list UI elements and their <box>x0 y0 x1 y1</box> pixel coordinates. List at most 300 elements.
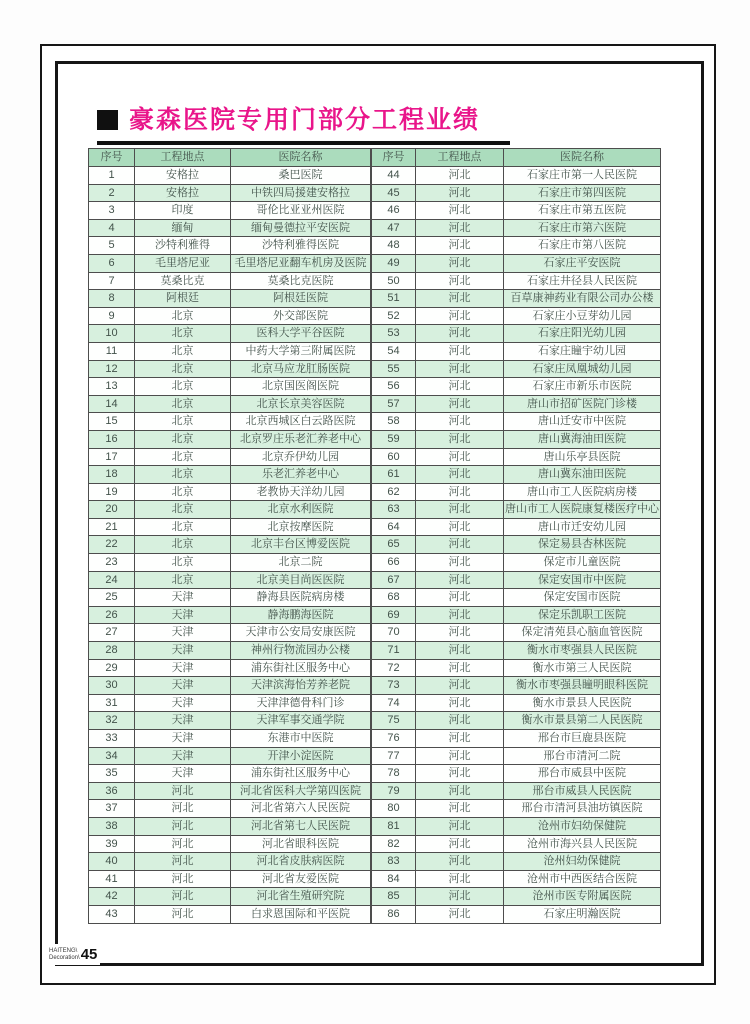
hospital-name-cell: 石家庄市第八医院 <box>504 237 661 255</box>
location-cell: 河北 <box>416 677 504 695</box>
serial-cell: 4 <box>89 219 135 237</box>
hospital-name-cell: 老教协天洋幼儿园 <box>231 483 371 501</box>
location-cell: 北京 <box>135 571 231 589</box>
header-hospital-name: 医院名称 <box>231 149 371 167</box>
table-row <box>372 659 661 677</box>
location-cell: 北京 <box>135 342 231 360</box>
serial-cell: 29 <box>89 659 135 677</box>
location-cell: 河北 <box>416 307 504 325</box>
hospital-name-cell: 百草康神药业有限公司办公楼 <box>504 290 661 308</box>
hospital-name-cell: 北京马应龙肛肠医院 <box>231 360 371 378</box>
serial-cell: 28 <box>89 642 135 660</box>
hospital-name-cell: 邢台市威县中医院 <box>504 765 661 783</box>
location-cell: 河北 <box>416 888 504 906</box>
hospital-name-cell: 河北省皮肤病医院 <box>231 853 371 871</box>
serial-cell: 8 <box>89 290 135 308</box>
hospital-name-cell: 唐山市工人医院病房楼 <box>504 483 661 501</box>
page-title-block <box>97 100 510 145</box>
serial-cell: 26 <box>89 606 135 624</box>
location-cell: 河北 <box>416 747 504 765</box>
table-row <box>89 501 371 519</box>
serial-cell: 1 <box>89 167 135 185</box>
location-cell: 河北 <box>416 730 504 748</box>
location-cell: 河北 <box>416 272 504 290</box>
serial-cell: 77 <box>372 747 416 765</box>
table-row <box>89 307 371 325</box>
location-cell: 北京 <box>135 378 231 396</box>
location-cell: 毛里塔尼亚 <box>135 254 231 272</box>
hospital-name-cell: 唐山乐亭县医院 <box>504 448 661 466</box>
location-cell: 河北 <box>416 853 504 871</box>
table-row <box>89 589 371 607</box>
serial-cell: 14 <box>89 395 135 413</box>
serial-cell: 54 <box>372 342 416 360</box>
serial-cell: 30 <box>89 677 135 695</box>
location-cell: 沙特利雅得 <box>135 237 231 255</box>
location-cell: 天津 <box>135 606 231 624</box>
serial-cell: 2 <box>89 184 135 202</box>
serial-cell: 42 <box>89 888 135 906</box>
hospital-name-cell: 桑巴医院 <box>231 167 371 185</box>
location-cell: 北京 <box>135 466 231 484</box>
serial-cell: 43 <box>89 905 135 923</box>
location-cell: 河北 <box>135 782 231 800</box>
location-cell: 北京 <box>135 554 231 572</box>
table-row <box>89 571 371 589</box>
location-cell: 河北 <box>135 905 231 923</box>
table-row <box>372 167 661 185</box>
location-cell: 天津 <box>135 677 231 695</box>
location-cell: 河北 <box>416 606 504 624</box>
location-cell: 北京 <box>135 395 231 413</box>
serial-cell: 76 <box>372 730 416 748</box>
hospital-name-cell: 北京水利医院 <box>231 501 371 519</box>
table-row <box>372 184 661 202</box>
serial-cell: 3 <box>89 202 135 220</box>
table-row <box>372 378 661 396</box>
serial-cell: 41 <box>89 870 135 888</box>
table-header-row <box>372 149 661 167</box>
serial-cell: 59 <box>372 430 416 448</box>
hospital-name-cell: 保定易县杏林医院 <box>504 536 661 554</box>
hospital-name-cell: 北京乔伊幼儿园 <box>231 448 371 466</box>
serial-cell: 22 <box>89 536 135 554</box>
table-row <box>89 888 371 906</box>
table-row <box>89 677 371 695</box>
table-row <box>372 835 661 853</box>
serial-cell: 55 <box>372 360 416 378</box>
hospital-name-cell: 衡水市第三人民医院 <box>504 659 661 677</box>
table-header-row <box>89 149 371 167</box>
hospital-name-cell: 河北省生殖研究院 <box>231 888 371 906</box>
table-row <box>89 430 371 448</box>
serial-cell: 39 <box>89 835 135 853</box>
serial-cell: 52 <box>372 307 416 325</box>
location-cell: 河北 <box>416 290 504 308</box>
location-cell: 河北 <box>416 642 504 660</box>
serial-cell: 84 <box>372 870 416 888</box>
location-cell: 天津 <box>135 694 231 712</box>
serial-cell: 82 <box>372 835 416 853</box>
serial-cell: 64 <box>372 518 416 536</box>
location-cell: 河北 <box>416 167 504 185</box>
table-row <box>372 571 661 589</box>
brand-logo-line2: Decoration\ <box>49 954 80 961</box>
hospital-name-cell: 河北省医科大学第四医院 <box>231 782 371 800</box>
table-row <box>89 254 371 272</box>
serial-cell: 13 <box>89 378 135 396</box>
brand-logo <box>49 948 80 962</box>
serial-cell: 33 <box>89 730 135 748</box>
serial-cell: 53 <box>372 325 416 343</box>
location-cell: 河北 <box>416 694 504 712</box>
table-row <box>372 536 661 554</box>
hospital-name-cell: 中铁四局援建安格拉 <box>231 184 371 202</box>
location-cell: 北京 <box>135 518 231 536</box>
serial-cell: 35 <box>89 765 135 783</box>
table-row <box>372 290 661 308</box>
serial-cell: 50 <box>372 272 416 290</box>
serial-cell: 73 <box>372 677 416 695</box>
serial-cell: 18 <box>89 466 135 484</box>
hospital-name-cell: 唐山市迁安幼儿园 <box>504 518 661 536</box>
location-cell: 河北 <box>416 536 504 554</box>
table-row <box>89 167 371 185</box>
table-row <box>89 853 371 871</box>
header-location: 工程地点 <box>135 149 231 167</box>
hospital-name-cell: 北京国医阁医院 <box>231 378 371 396</box>
page-number: 45 <box>80 946 98 963</box>
serial-cell: 56 <box>372 378 416 396</box>
table-row <box>372 202 661 220</box>
location-cell: 天津 <box>135 765 231 783</box>
location-cell: 天津 <box>135 712 231 730</box>
table-row <box>89 219 371 237</box>
hospital-name-cell: 石家庄凤凰城幼儿园 <box>504 360 661 378</box>
hospital-name-cell: 北京二院 <box>231 554 371 572</box>
serial-cell: 83 <box>372 853 416 871</box>
table-row <box>372 677 661 695</box>
location-cell: 河北 <box>416 765 504 783</box>
location-cell: 天津 <box>135 730 231 748</box>
hospital-name-cell: 保定清苑县心脑血管医院 <box>504 624 661 642</box>
hospital-name-cell: 北京西城区白云路医院 <box>231 413 371 431</box>
table-row <box>89 835 371 853</box>
serial-cell: 44 <box>372 167 416 185</box>
location-cell: 北京 <box>135 483 231 501</box>
serial-cell: 12 <box>89 360 135 378</box>
location-cell: 印度 <box>135 202 231 220</box>
hospital-name-cell: 天津滨海怡芳养老院 <box>231 677 371 695</box>
hospital-name-cell: 石家庄市第五医院 <box>504 202 661 220</box>
table-row <box>89 730 371 748</box>
serial-cell: 6 <box>89 254 135 272</box>
header-serial: 序号 <box>89 149 135 167</box>
serial-cell: 11 <box>89 342 135 360</box>
table-row <box>372 430 661 448</box>
serial-cell: 79 <box>372 782 416 800</box>
hospital-name-cell: 医科大学平谷医院 <box>231 325 371 343</box>
hospital-name-cell: 外交部医院 <box>231 307 371 325</box>
table-row <box>89 237 371 255</box>
location-cell: 缅甸 <box>135 219 231 237</box>
table-row <box>372 307 661 325</box>
hospital-name-cell: 北京美目尚医医院 <box>231 571 371 589</box>
header-serial: 序号 <box>372 149 416 167</box>
serial-cell: 47 <box>372 219 416 237</box>
hospital-name-cell: 神州行物流园办公楼 <box>231 642 371 660</box>
hospital-name-cell: 保定市儿童医院 <box>504 554 661 572</box>
hospital-name-cell: 唐山冀海油田医院 <box>504 430 661 448</box>
location-cell: 河北 <box>416 501 504 519</box>
serial-cell: 32 <box>89 712 135 730</box>
hospital-name-cell: 天津军事交通学院 <box>231 712 371 730</box>
table-row <box>89 712 371 730</box>
serial-cell: 74 <box>372 694 416 712</box>
location-cell: 河北 <box>416 817 504 835</box>
table-row <box>89 536 371 554</box>
location-cell: 河北 <box>416 835 504 853</box>
hospital-name-cell: 静海鹏海医院 <box>231 606 371 624</box>
serial-cell: 25 <box>89 589 135 607</box>
table-row <box>89 817 371 835</box>
location-cell: 河北 <box>416 554 504 572</box>
serial-cell: 68 <box>372 589 416 607</box>
serial-cell: 45 <box>372 184 416 202</box>
serial-cell: 85 <box>372 888 416 906</box>
hospital-name-cell: 天津市公安局安康医院 <box>231 624 371 642</box>
table-row <box>89 483 371 501</box>
table-row <box>372 712 661 730</box>
serial-cell: 23 <box>89 554 135 572</box>
location-cell: 河北 <box>135 888 231 906</box>
serial-cell: 5 <box>89 237 135 255</box>
location-cell: 河北 <box>416 184 504 202</box>
hospital-name-cell: 阿根廷医院 <box>231 290 371 308</box>
table-row <box>372 501 661 519</box>
location-cell: 河北 <box>135 835 231 853</box>
serial-cell: 21 <box>89 518 135 536</box>
location-cell: 河北 <box>416 782 504 800</box>
table-row <box>372 694 661 712</box>
location-cell: 河北 <box>416 237 504 255</box>
hospital-name-cell: 石家庄平安医院 <box>504 254 661 272</box>
hospital-name-cell: 保定乐凯职工医院 <box>504 606 661 624</box>
location-cell: 河北 <box>416 395 504 413</box>
location-cell: 河北 <box>416 624 504 642</box>
serial-cell: 67 <box>372 571 416 589</box>
serial-cell: 20 <box>89 501 135 519</box>
location-cell: 北京 <box>135 430 231 448</box>
table-row <box>89 624 371 642</box>
table-row <box>372 624 661 642</box>
hospital-name-cell: 浦东街社区服务中心 <box>231 765 371 783</box>
serial-cell: 71 <box>372 642 416 660</box>
table-row <box>89 395 371 413</box>
hospital-name-cell: 石家庄小豆芽幼儿园 <box>504 307 661 325</box>
table-row <box>372 518 661 536</box>
hospital-name-cell: 唐山市招矿医院门诊楼 <box>504 395 661 413</box>
serial-cell: 48 <box>372 237 416 255</box>
location-cell: 阿根廷 <box>135 290 231 308</box>
location-cell: 安格拉 <box>135 167 231 185</box>
serial-cell: 34 <box>89 747 135 765</box>
serial-cell: 57 <box>372 395 416 413</box>
hospital-name-cell: 北京长京美容医院 <box>231 395 371 413</box>
serial-cell: 19 <box>89 483 135 501</box>
project-table-right <box>371 148 661 924</box>
hospital-name-cell: 石家庄市第一人民医院 <box>504 167 661 185</box>
table-row <box>89 905 371 923</box>
location-cell: 河北 <box>135 800 231 818</box>
hospital-name-cell: 唐山冀东油田医院 <box>504 466 661 484</box>
location-cell: 北京 <box>135 413 231 431</box>
hospital-name-cell: 沧州市海兴县人民医院 <box>504 835 661 853</box>
location-cell: 天津 <box>135 659 231 677</box>
table-row <box>372 905 661 923</box>
table-row <box>372 888 661 906</box>
table-row <box>372 272 661 290</box>
location-cell: 北京 <box>135 501 231 519</box>
table-row <box>372 642 661 660</box>
hospital-name-cell: 保定安国市医院 <box>504 589 661 607</box>
table-row <box>372 730 661 748</box>
hospital-name-cell: 莫桑比克医院 <box>231 272 371 290</box>
hospital-name-cell: 静海县医院病房楼 <box>231 589 371 607</box>
location-cell: 河北 <box>416 342 504 360</box>
serial-cell: 86 <box>372 905 416 923</box>
table-row <box>372 554 661 572</box>
hospital-name-cell: 浦东街社区服务中心 <box>231 659 371 677</box>
table-row <box>89 360 371 378</box>
table-row <box>372 589 661 607</box>
table-row <box>89 272 371 290</box>
location-cell: 河北 <box>416 659 504 677</box>
location-cell: 河北 <box>135 817 231 835</box>
serial-cell: 80 <box>372 800 416 818</box>
location-cell: 河北 <box>416 219 504 237</box>
serial-cell: 75 <box>372 712 416 730</box>
location-cell: 河北 <box>416 448 504 466</box>
location-cell: 河北 <box>416 202 504 220</box>
location-cell: 河北 <box>416 800 504 818</box>
serial-cell: 60 <box>372 448 416 466</box>
hospital-name-cell: 邢台市巨鹿县医院 <box>504 730 661 748</box>
hospital-name-cell: 邢台市清河县油坊镇医院 <box>504 800 661 818</box>
serial-cell: 51 <box>372 290 416 308</box>
serial-cell: 81 <box>372 817 416 835</box>
location-cell: 河北 <box>416 483 504 501</box>
location-cell: 河北 <box>416 518 504 536</box>
hospital-name-cell: 缅甸曼德拉平安医院 <box>231 219 371 237</box>
table-row <box>89 747 371 765</box>
location-cell: 河北 <box>416 430 504 448</box>
hospital-name-cell: 石家庄瞳宇幼儿园 <box>504 342 661 360</box>
table-row <box>372 800 661 818</box>
table-row <box>372 466 661 484</box>
hospital-name-cell: 北京按摩医院 <box>231 518 371 536</box>
location-cell: 河北 <box>416 325 504 343</box>
serial-cell: 40 <box>89 853 135 871</box>
serial-cell: 58 <box>372 413 416 431</box>
table-row <box>89 659 371 677</box>
location-cell: 天津 <box>135 747 231 765</box>
table-row <box>89 466 371 484</box>
serial-cell: 65 <box>372 536 416 554</box>
hospital-name-cell: 石家庄阳光幼儿园 <box>504 325 661 343</box>
hospital-name-cell: 衡水市枣强县瞳明眼科医院 <box>504 677 661 695</box>
hospital-name-cell: 唐山市工人医院康复楼医疗中心 <box>504 501 661 519</box>
location-cell: 北京 <box>135 360 231 378</box>
header-location: 工程地点 <box>416 149 504 167</box>
hospital-name-cell: 衡水市景县人民医院 <box>504 694 661 712</box>
location-cell: 莫桑比克 <box>135 272 231 290</box>
hospital-name-cell: 毛里塔尼亚翻车机房及医院 <box>231 254 371 272</box>
location-cell: 北京 <box>135 307 231 325</box>
location-cell: 河北 <box>416 413 504 431</box>
serial-cell: 36 <box>89 782 135 800</box>
title-bullet-square-icon <box>97 110 118 130</box>
table-row <box>372 606 661 624</box>
location-cell: 天津 <box>135 624 231 642</box>
hospital-name-cell: 开津小淀医院 <box>231 747 371 765</box>
hospital-name-cell: 衡水市枣强县人民医院 <box>504 642 661 660</box>
location-cell: 北京 <box>135 536 231 554</box>
table-row <box>372 870 661 888</box>
hospital-name-cell: 邢台市威县人民医院 <box>504 782 661 800</box>
table-row <box>372 219 661 237</box>
hospital-name-cell: 保定安国市中医院 <box>504 571 661 589</box>
table-row <box>372 360 661 378</box>
serial-cell: 9 <box>89 307 135 325</box>
location-cell: 河北 <box>416 870 504 888</box>
header-hospital-name: 医院名称 <box>504 149 661 167</box>
serial-cell: 70 <box>372 624 416 642</box>
hospital-name-cell: 石家庄市新乐市医院 <box>504 378 661 396</box>
hospital-name-cell: 邢台市清河二院 <box>504 747 661 765</box>
hospital-name-cell: 沧州市医专附属医院 <box>504 888 661 906</box>
hospital-name-cell: 唐山迁安市中医院 <box>504 413 661 431</box>
page-title: 豪森医院专用门部分工程业绩 <box>129 106 481 134</box>
table-row <box>89 642 371 660</box>
hospital-name-cell: 东港市中医院 <box>231 730 371 748</box>
serial-cell: 10 <box>89 325 135 343</box>
table-row <box>372 817 661 835</box>
brand-logo-line1: HAITENG\ <box>49 947 78 954</box>
location-cell: 河北 <box>135 870 231 888</box>
table-row <box>89 606 371 624</box>
serial-cell: 24 <box>89 571 135 589</box>
table-row <box>89 184 371 202</box>
location-cell: 河北 <box>416 589 504 607</box>
location-cell: 天津 <box>135 642 231 660</box>
table-row <box>372 325 661 343</box>
table-row <box>89 870 371 888</box>
hospital-name-cell: 白求恩国际和平医院 <box>231 905 371 923</box>
table-row <box>89 413 371 431</box>
table-row <box>89 554 371 572</box>
table-row <box>372 254 661 272</box>
hospital-name-cell: 北京罗庄乐老汇养老中心 <box>231 430 371 448</box>
serial-cell: 49 <box>372 254 416 272</box>
project-tables <box>88 148 661 924</box>
table-row <box>372 395 661 413</box>
serial-cell: 72 <box>372 659 416 677</box>
location-cell: 河北 <box>416 571 504 589</box>
hospital-name-cell: 沧州市妇幼保健院 <box>504 817 661 835</box>
table-row <box>89 342 371 360</box>
table-row <box>89 290 371 308</box>
